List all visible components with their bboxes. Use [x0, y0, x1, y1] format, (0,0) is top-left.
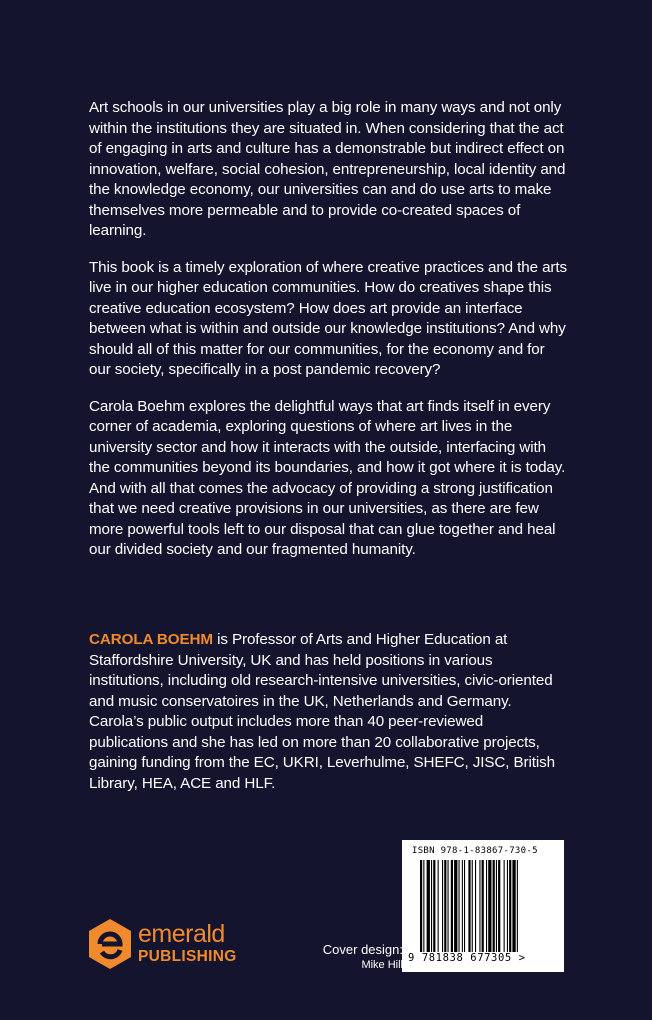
author-name: CAROLA BOEHM [89, 631, 213, 648]
cover-credit [313, 942, 403, 971]
isbn-barcode [402, 840, 564, 972]
publisher-name-line1: emerald [138, 920, 225, 948]
publisher-name-line2: PUBLISHING [138, 948, 237, 965]
author-bio-body: is Professor of Arts and Higher Education at Staffordshire University, UK and has held positions in various institutions, including old research-intensive universities, civic-oriented and music conservatoires in the UK, Netherlands and Germany. Carola’s public output includes more than 40 peer-reviewed publications and she has led on more than 20 collaborative projects, gaining funding from the EC, UKRI, Leverhulme, SHEFC, JISC, British Library, HEA, ACE and HLF. [89, 631, 555, 792]
cover-designer: Mike Hill [361, 959, 403, 971]
blurb-paragraph-1: Art schools in our universities play a big role in many ways and not only within the institutions they are situated in. When considering that the act of engaging in arts and culture has a demonstrable but indirect effect on innovation, welfare, social cohesion, entrepreneurship, local identity and the knowledge economy, our universities can and do use arts to make themselves more permeable and to provide co-created spaces of learning. [89, 99, 566, 239]
blurb-paragraph-2: This book is a timely exploration of where creative practices and the arts live in our higher education communities. How do creatives shape this creative education ecosystem? How does art provide an interface between what is within and outside our knowledge institutions? And why should all of this matter for our communities, for the economy and for our society, specifically in a post pandemic recovery? [89, 258, 567, 378]
barcode-bars [420, 860, 552, 952]
isbn-label: ISBN 978-1-83867-730-5 [412, 846, 538, 856]
cover-credit-label: Cover design: [322, 942, 403, 957]
publisher-logo [88, 918, 258, 970]
emerald-e-icon [88, 918, 132, 970]
blurb-paragraph-3: Carola Boehm explores the delightful ways that art finds itself in every corner of academia, exploring questions of where art lives in the university sector and how it interacts with the outside, interfacing with the communities beyond its boundaries, and how it got where it is today. And with all that comes the advocacy of providing a strong justification that we need creative provisions in our universities, as there are few more powerful tools left to our disposal that can glue together and heal our divided society and our fragmented humanity. [89, 397, 566, 558]
author-bio-text [89, 630, 559, 794]
barcode-digits: 9 781838 677305 > [408, 952, 526, 964]
back-cover-blurb [89, 98, 569, 577]
author-bio [89, 630, 559, 794]
